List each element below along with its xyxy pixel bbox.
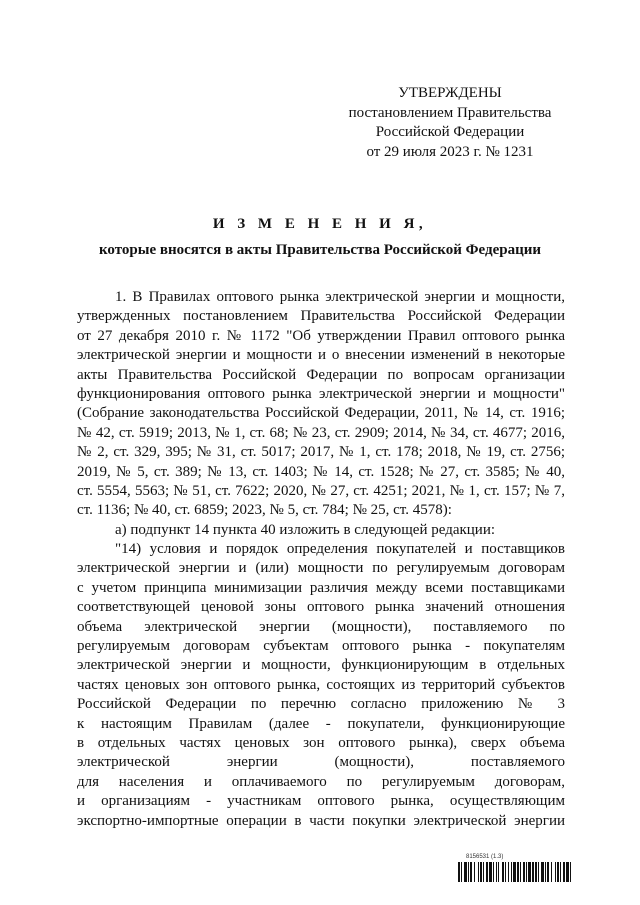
body-line: регулируемым договорам субъектам оптового рынка - покупателям — [77, 638, 565, 655]
body-line: электрической энергии и мощности и о внесении изменений в некоторые — [77, 347, 565, 364]
approval-heading: УТВЕРЖДЕНЫ — [398, 85, 502, 101]
body-line: и организациям - участникам оптового рынка, осуществляющим — [77, 793, 565, 810]
body-line: 2019, № 5, ст. 389; № 13, ст. 1403; № 14, ст. 1528; № 27, ст. 3585; № 40, — [77, 463, 565, 480]
body-line: функционирования оптового рынка электрической энергии и мощности" — [77, 385, 565, 402]
body-line: экспортно-импортные операции в части покупки электрической энергии — [77, 812, 565, 829]
body-line: электрической энергии и мощности, функционирующим в отдельных — [77, 657, 565, 674]
barcode-icon — [458, 862, 572, 882]
body-line: № 42, ст. 5919; 2013, № 1, ст. 68; № 23, ст. 2909; 2014, № 34, ст. 4677; 2016, — [77, 424, 565, 441]
body-line: к настоящим Правилам (далее - покупатели, функционирующие — [77, 715, 565, 732]
body-line: частях ценовых зон оптового рынка, состоящих из территорий субъектов — [77, 676, 565, 693]
approval-line: от 29 июля 2023 г. № 1231 — [366, 143, 534, 160]
body-line: электрической энергии и (или) мощности по регулируемым договорам — [77, 560, 565, 577]
body-line: от 27 декабря 2010 г. № 1172 "Об утверждении Правил оптового рынка — [77, 327, 565, 344]
body-line: Российской Федерации по перечню согласно приложению № 3 — [77, 696, 565, 713]
body-line: соответствующей ценовой зоны оптового рынка значений отношения — [77, 599, 565, 616]
barcode-number: 8156531 (1.3) — [466, 854, 504, 860]
body-line: для населения и оплачиваемого по регулируемым договорам, — [77, 773, 565, 790]
document-title: И З М Е Н Е Н И Я, — [212, 216, 428, 232]
body-line: ст. 5554, 5563; № 51, ст. 7622; 2020, № 27, ст. 4251; 2021, № 1, ст. 157; № 7, — [77, 482, 565, 499]
body-line: № 2, ст. 329, 395; № 31, ст. 5017; 2017, № 1, ст. 178; 2018, № 19, ст. 2756; — [77, 444, 565, 461]
barcode — [458, 854, 572, 884]
body-line: а) подпункт 14 пункта 40 изложить в следующей редакции: — [115, 521, 496, 538]
document-subtitle: которые вносятся в акты Правительства Российской Федерации — [98, 242, 542, 258]
body-line: (Собрание законодательства Российской Федерации, 2011, № 14, ст. 1916; — [77, 405, 565, 422]
body-line: электрической энергии (мощности), поставляемого — [77, 754, 565, 771]
body-line: объема электрической энергии (мощности), поставляемого по — [77, 618, 565, 635]
body-line: с учетом принципа минимизации различия между всеми поставщиками — [77, 579, 565, 596]
body-line: утвержденных постановлением Правительства Российской Федерации — [77, 308, 565, 325]
body-line: в отдельных частях ценовых зон оптового рынка), сверх объема — [77, 734, 565, 751]
body-line: ст. 1136; № 40, ст. 6859; 2023, № 5, ст. 784; № 25, ст. 4578): — [77, 502, 452, 519]
approval-line: постановлением Правительства — [348, 104, 552, 121]
document-body — [77, 288, 565, 831]
body-line: акты Правительства Российской Федерации по вопросам организации — [77, 366, 565, 383]
approval-block — [330, 84, 570, 162]
body-line: 1. В Правилах оптового рынка электрической энергии и мощности, — [115, 289, 565, 305]
approval-line: Российской Федерации — [375, 124, 525, 140]
body-line: "14) условия и порядок определения покупателей и поставщиков — [115, 541, 565, 558]
